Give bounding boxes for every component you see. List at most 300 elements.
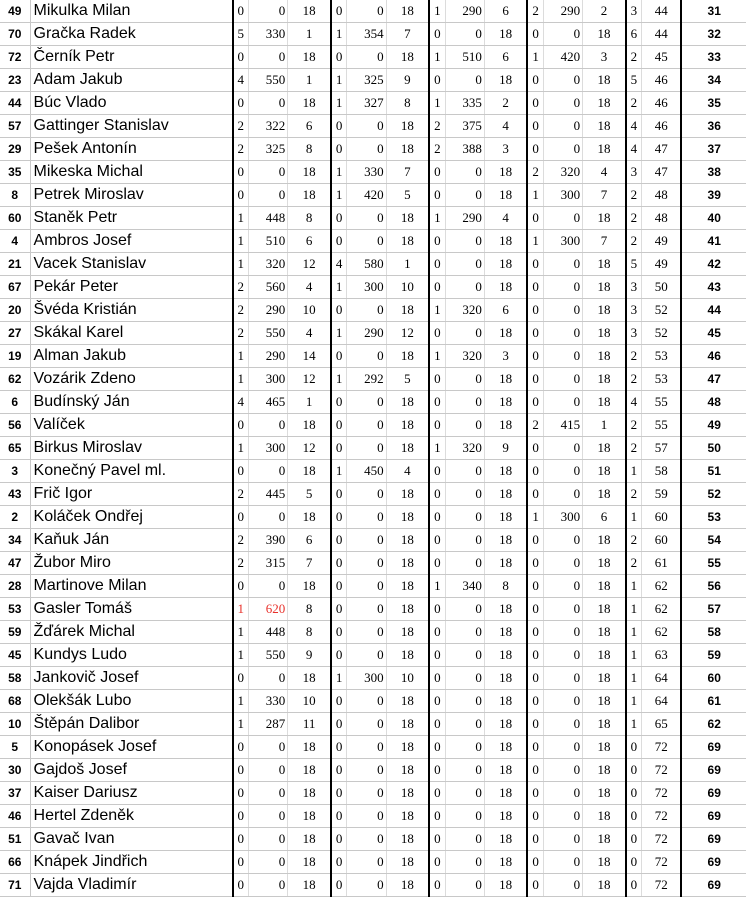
round-weight: 0 xyxy=(543,69,582,92)
round-count: 1 xyxy=(233,598,249,621)
round-weight: 0 xyxy=(347,598,386,621)
round-count: 0 xyxy=(331,874,347,897)
total-count: 2 xyxy=(626,92,642,115)
total-count: 3 xyxy=(626,299,642,322)
round-points: 7 xyxy=(386,23,429,46)
round-points: 18 xyxy=(386,46,429,69)
total-count: 2 xyxy=(626,368,642,391)
competitor-name: Jankovič Josef xyxy=(30,667,233,690)
round-points: 18 xyxy=(386,874,429,897)
round-count: 2 xyxy=(233,115,249,138)
round-points: 7 xyxy=(386,161,429,184)
round-points: 18 xyxy=(583,851,626,874)
round-count: 0 xyxy=(233,782,249,805)
round-weight: 448 xyxy=(248,207,287,230)
round-weight: 0 xyxy=(248,874,287,897)
round-weight: 0 xyxy=(347,575,386,598)
competitor-name: Skákal Karel xyxy=(30,322,233,345)
round-count: 1 xyxy=(429,46,445,69)
round-count: 0 xyxy=(527,805,543,828)
round-points: 12 xyxy=(288,437,331,460)
round-count: 0 xyxy=(233,414,249,437)
round-weight: 0 xyxy=(543,598,582,621)
round-count: 0 xyxy=(331,805,347,828)
start-number: 10 xyxy=(0,713,30,736)
round-count: 0 xyxy=(527,23,543,46)
round-weight: 0 xyxy=(543,552,582,575)
round-weight: 0 xyxy=(543,483,582,506)
round-count: 2 xyxy=(233,276,249,299)
table-row xyxy=(0,851,746,874)
round-weight: 0 xyxy=(347,391,386,414)
start-number: 2 xyxy=(0,506,30,529)
round-weight: 0 xyxy=(248,736,287,759)
round-points: 18 xyxy=(386,736,429,759)
round-points: 4 xyxy=(484,115,527,138)
total-count: 0 xyxy=(626,828,642,851)
round-weight: 0 xyxy=(543,368,582,391)
round-count: 2 xyxy=(527,414,543,437)
round-count: 0 xyxy=(527,621,543,644)
round-weight: 0 xyxy=(248,828,287,851)
total-count: 3 xyxy=(626,276,642,299)
round-points: 18 xyxy=(583,736,626,759)
total-points: 61 xyxy=(642,552,682,575)
round-weight: 0 xyxy=(347,828,386,851)
round-points: 6 xyxy=(484,0,527,23)
round-weight: 0 xyxy=(347,138,386,161)
round-count: 0 xyxy=(429,851,445,874)
round-points: 5 xyxy=(386,368,429,391)
round-points: 18 xyxy=(288,874,331,897)
round-points: 8 xyxy=(288,621,331,644)
round-points: 18 xyxy=(484,23,527,46)
round-points: 18 xyxy=(484,253,527,276)
final-place: 60 xyxy=(681,667,746,690)
total-points: 62 xyxy=(642,575,682,598)
round-points: 18 xyxy=(583,322,626,345)
final-place: 45 xyxy=(681,322,746,345)
round-count: 0 xyxy=(429,644,445,667)
round-weight: 0 xyxy=(543,828,582,851)
round-count: 0 xyxy=(429,759,445,782)
total-count: 3 xyxy=(626,161,642,184)
final-place: 59 xyxy=(681,644,746,667)
competitor-name: Knápek Jindřich xyxy=(30,851,233,874)
total-points: 46 xyxy=(642,115,682,138)
total-points: 65 xyxy=(642,713,682,736)
total-points: 59 xyxy=(642,483,682,506)
competitor-name: Mikulka Milan xyxy=(30,0,233,23)
round-weight: 0 xyxy=(543,276,582,299)
total-points: 50 xyxy=(642,276,682,299)
round-count: 2 xyxy=(233,483,249,506)
round-points: 18 xyxy=(288,828,331,851)
round-weight: 0 xyxy=(543,644,582,667)
round-points: 18 xyxy=(386,713,429,736)
round-weight: 0 xyxy=(248,575,287,598)
competitor-name: Gajdoš Josef xyxy=(30,759,233,782)
round-count: 1 xyxy=(429,299,445,322)
round-count: 0 xyxy=(527,644,543,667)
round-points: 18 xyxy=(583,759,626,782)
round-count: 0 xyxy=(331,506,347,529)
round-weight: 0 xyxy=(347,713,386,736)
round-weight: 0 xyxy=(543,23,582,46)
round-count: 2 xyxy=(233,299,249,322)
competitor-name: Štěpán Dalibor xyxy=(30,713,233,736)
round-count: 0 xyxy=(527,598,543,621)
table-row xyxy=(0,23,746,46)
round-weight: 0 xyxy=(543,690,582,713)
total-count: 0 xyxy=(626,851,642,874)
round-points: 18 xyxy=(484,759,527,782)
round-count: 0 xyxy=(429,230,445,253)
round-points: 3 xyxy=(484,138,527,161)
round-points: 5 xyxy=(288,483,331,506)
round-points: 10 xyxy=(386,276,429,299)
total-points: 60 xyxy=(642,506,682,529)
final-place: 46 xyxy=(681,345,746,368)
round-points: 18 xyxy=(288,414,331,437)
start-number: 70 xyxy=(0,23,30,46)
final-place: 69 xyxy=(681,759,746,782)
round-points: 18 xyxy=(583,437,626,460)
competitor-name: Vacek Stanislav xyxy=(30,253,233,276)
round-count: 0 xyxy=(429,184,445,207)
start-number: 68 xyxy=(0,690,30,713)
round-points: 18 xyxy=(583,874,626,897)
round-weight: 354 xyxy=(347,23,386,46)
table-row xyxy=(0,782,746,805)
round-count: 0 xyxy=(331,759,347,782)
round-points: 18 xyxy=(484,805,527,828)
round-count: 2 xyxy=(527,161,543,184)
total-count: 3 xyxy=(626,0,642,23)
round-count: 1 xyxy=(233,368,249,391)
round-count: 1 xyxy=(331,92,347,115)
round-count: 2 xyxy=(527,0,543,23)
round-weight: 320 xyxy=(543,161,582,184)
round-weight: 550 xyxy=(248,322,287,345)
round-weight: 0 xyxy=(248,851,287,874)
total-count: 3 xyxy=(626,322,642,345)
table-row xyxy=(0,230,746,253)
competitor-name: Birkus Miroslav xyxy=(30,437,233,460)
round-points: 18 xyxy=(386,230,429,253)
round-points: 18 xyxy=(386,621,429,644)
round-count: 1 xyxy=(233,713,249,736)
total-count: 2 xyxy=(626,552,642,575)
round-count: 0 xyxy=(527,437,543,460)
total-points: 52 xyxy=(642,299,682,322)
round-weight: 0 xyxy=(347,483,386,506)
round-count: 0 xyxy=(527,874,543,897)
round-count: 2 xyxy=(233,322,249,345)
final-place: 36 xyxy=(681,115,746,138)
table-row xyxy=(0,690,746,713)
competitor-name: Pekár Peter xyxy=(30,276,233,299)
round-weight: 292 xyxy=(347,368,386,391)
competitor-name: Hertel Zdeněk xyxy=(30,805,233,828)
round-weight: 290 xyxy=(445,207,484,230)
round-weight: 0 xyxy=(347,529,386,552)
final-place: 48 xyxy=(681,391,746,414)
round-weight: 0 xyxy=(248,46,287,69)
final-place: 40 xyxy=(681,207,746,230)
round-weight: 0 xyxy=(543,322,582,345)
round-count: 0 xyxy=(429,506,445,529)
round-weight: 450 xyxy=(347,460,386,483)
round-weight: 0 xyxy=(543,529,582,552)
final-place: 55 xyxy=(681,552,746,575)
start-number: 43 xyxy=(0,483,30,506)
round-points: 18 xyxy=(288,184,331,207)
round-count: 0 xyxy=(527,391,543,414)
round-points: 18 xyxy=(288,805,331,828)
table-row xyxy=(0,138,746,161)
round-weight: 0 xyxy=(248,759,287,782)
round-points: 18 xyxy=(386,759,429,782)
round-count: 0 xyxy=(527,736,543,759)
competitor-name: Budínský Ján xyxy=(30,391,233,414)
round-points: 18 xyxy=(484,667,527,690)
final-place: 56 xyxy=(681,575,746,598)
round-weight: 0 xyxy=(347,207,386,230)
round-count: 0 xyxy=(527,299,543,322)
total-count: 2 xyxy=(626,230,642,253)
round-count: 0 xyxy=(429,276,445,299)
total-count: 0 xyxy=(626,782,642,805)
round-count: 0 xyxy=(527,690,543,713)
round-points: 18 xyxy=(386,115,429,138)
round-count: 0 xyxy=(527,552,543,575)
start-number: 60 xyxy=(0,207,30,230)
round-weight: 340 xyxy=(445,575,484,598)
round-points: 8 xyxy=(288,138,331,161)
round-count: 0 xyxy=(527,782,543,805)
competitor-name: Gavač Ivan xyxy=(30,828,233,851)
round-count: 0 xyxy=(233,46,249,69)
final-place: 34 xyxy=(681,69,746,92)
round-weight: 327 xyxy=(347,92,386,115)
total-count: 2 xyxy=(626,207,642,230)
round-points: 18 xyxy=(386,552,429,575)
round-points: 18 xyxy=(386,828,429,851)
round-points: 18 xyxy=(288,759,331,782)
total-points: 48 xyxy=(642,184,682,207)
total-count: 0 xyxy=(626,805,642,828)
round-weight: 0 xyxy=(543,667,582,690)
round-weight: 0 xyxy=(445,874,484,897)
competitor-name: Olekšák Lubo xyxy=(30,690,233,713)
round-weight: 290 xyxy=(543,0,582,23)
round-weight: 330 xyxy=(347,161,386,184)
table-row xyxy=(0,828,746,851)
final-place: 52 xyxy=(681,483,746,506)
round-count: 0 xyxy=(233,184,249,207)
round-weight: 0 xyxy=(543,575,582,598)
round-points: 8 xyxy=(288,207,331,230)
round-count: 0 xyxy=(429,23,445,46)
final-place: 33 xyxy=(681,46,746,69)
competitor-name: Žďárek Michal xyxy=(30,621,233,644)
total-points: 55 xyxy=(642,414,682,437)
competitor-name: Frič Igor xyxy=(30,483,233,506)
final-place: 42 xyxy=(681,253,746,276)
round-points: 18 xyxy=(484,690,527,713)
start-number: 27 xyxy=(0,322,30,345)
round-weight: 0 xyxy=(347,115,386,138)
round-count: 1 xyxy=(429,575,445,598)
round-points: 1 xyxy=(288,391,331,414)
round-count: 0 xyxy=(331,828,347,851)
table-row xyxy=(0,506,746,529)
round-count: 1 xyxy=(429,0,445,23)
round-points: 2 xyxy=(484,92,527,115)
round-weight: 0 xyxy=(445,368,484,391)
round-weight: 0 xyxy=(543,207,582,230)
round-weight: 0 xyxy=(445,483,484,506)
round-weight: 620 xyxy=(248,598,287,621)
start-number: 30 xyxy=(0,759,30,782)
table-row xyxy=(0,414,746,437)
total-count: 2 xyxy=(626,529,642,552)
final-place: 69 xyxy=(681,828,746,851)
table-row xyxy=(0,207,746,230)
round-points: 18 xyxy=(484,552,527,575)
round-points: 4 xyxy=(484,207,527,230)
table-row xyxy=(0,437,746,460)
start-number: 44 xyxy=(0,92,30,115)
table-row xyxy=(0,115,746,138)
round-points: 18 xyxy=(583,552,626,575)
round-weight: 580 xyxy=(347,253,386,276)
round-points: 18 xyxy=(484,598,527,621)
round-points: 18 xyxy=(386,138,429,161)
table-row xyxy=(0,621,746,644)
start-number: 72 xyxy=(0,46,30,69)
round-points: 14 xyxy=(288,345,331,368)
round-count: 0 xyxy=(233,851,249,874)
round-count: 0 xyxy=(233,759,249,782)
round-points: 4 xyxy=(288,322,331,345)
round-weight: 415 xyxy=(543,414,582,437)
start-number: 62 xyxy=(0,368,30,391)
start-number: 37 xyxy=(0,782,30,805)
round-count: 0 xyxy=(429,552,445,575)
total-points: 58 xyxy=(642,460,682,483)
round-weight: 0 xyxy=(543,437,582,460)
round-weight: 330 xyxy=(248,23,287,46)
round-count: 5 xyxy=(233,23,249,46)
start-number: 5 xyxy=(0,736,30,759)
round-count: 0 xyxy=(429,874,445,897)
final-place: 53 xyxy=(681,506,746,529)
round-weight: 0 xyxy=(445,644,484,667)
round-points: 18 xyxy=(484,391,527,414)
round-weight: 0 xyxy=(445,230,484,253)
round-points: 18 xyxy=(583,690,626,713)
round-weight: 320 xyxy=(445,437,484,460)
round-points: 18 xyxy=(583,115,626,138)
round-weight: 290 xyxy=(347,322,386,345)
final-place: 54 xyxy=(681,529,746,552)
start-number: 45 xyxy=(0,644,30,667)
round-weight: 335 xyxy=(445,92,484,115)
round-count: 0 xyxy=(429,161,445,184)
round-points: 18 xyxy=(484,414,527,437)
round-weight: 322 xyxy=(248,115,287,138)
round-weight: 0 xyxy=(445,529,484,552)
round-count: 0 xyxy=(429,460,445,483)
round-count: 1 xyxy=(331,69,347,92)
total-points: 57 xyxy=(642,437,682,460)
round-count: 1 xyxy=(331,184,347,207)
round-weight: 0 xyxy=(445,23,484,46)
round-points: 6 xyxy=(288,529,331,552)
total-count: 1 xyxy=(626,644,642,667)
round-points: 18 xyxy=(484,483,527,506)
round-weight: 0 xyxy=(543,782,582,805)
round-points: 18 xyxy=(484,644,527,667)
table-row xyxy=(0,759,746,782)
round-count: 1 xyxy=(527,46,543,69)
round-weight: 388 xyxy=(445,138,484,161)
competitor-name: Martinove Milan xyxy=(30,575,233,598)
final-place: 58 xyxy=(681,621,746,644)
total-points: 55 xyxy=(642,391,682,414)
competitor-name: Švéda Kristián xyxy=(30,299,233,322)
round-count: 0 xyxy=(331,644,347,667)
total-count: 2 xyxy=(626,345,642,368)
round-weight: 0 xyxy=(347,506,386,529)
round-count: 0 xyxy=(331,575,347,598)
round-points: 18 xyxy=(583,575,626,598)
round-count: 0 xyxy=(527,276,543,299)
round-weight: 0 xyxy=(543,713,582,736)
round-count: 0 xyxy=(233,805,249,828)
start-number: 20 xyxy=(0,299,30,322)
round-points: 6 xyxy=(583,506,626,529)
round-points: 18 xyxy=(484,828,527,851)
total-count: 1 xyxy=(626,713,642,736)
round-count: 0 xyxy=(331,598,347,621)
competitor-name: Kaňuk Ján xyxy=(30,529,233,552)
final-place: 57 xyxy=(681,598,746,621)
start-number: 71 xyxy=(0,874,30,897)
round-points: 6 xyxy=(288,115,331,138)
round-count: 1 xyxy=(429,92,445,115)
round-count: 1 xyxy=(233,644,249,667)
round-weight: 0 xyxy=(445,736,484,759)
round-count: 1 xyxy=(331,161,347,184)
round-weight: 0 xyxy=(445,713,484,736)
round-weight: 420 xyxy=(543,46,582,69)
round-count: 0 xyxy=(527,575,543,598)
round-count: 1 xyxy=(331,460,347,483)
round-count: 0 xyxy=(527,345,543,368)
round-weight: 300 xyxy=(347,667,386,690)
round-weight: 300 xyxy=(543,506,582,529)
round-points: 5 xyxy=(386,184,429,207)
round-points: 18 xyxy=(386,782,429,805)
round-count: 0 xyxy=(429,828,445,851)
total-points: 62 xyxy=(642,621,682,644)
total-count: 1 xyxy=(626,460,642,483)
round-count: 0 xyxy=(331,529,347,552)
round-points: 18 xyxy=(386,437,429,460)
